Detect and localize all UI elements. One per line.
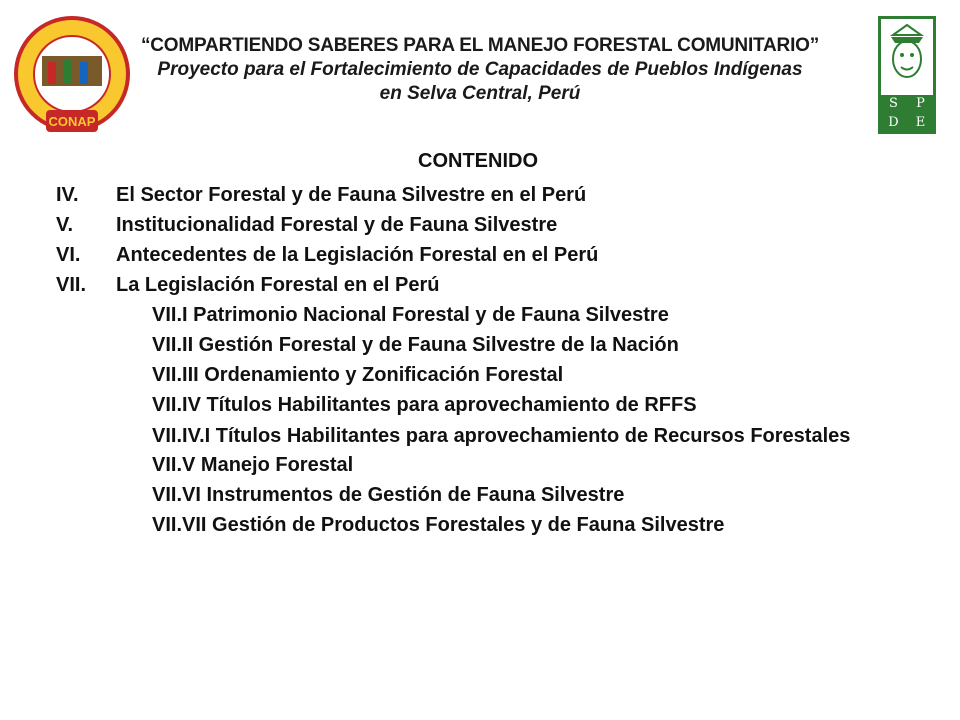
toc-item [56,240,916,270]
table-of-contents [56,180,916,540]
toc-number: V. [56,214,74,236]
spde-letter: D [881,114,906,131]
toc-item [56,270,916,300]
spde-letter: E [908,114,933,131]
toc-text: Antecedentes de la Legislación Forestal en el Perú [116,244,599,266]
toc-number: VII. [56,274,87,296]
project-title: “COMPARTIENDO SABERES PARA EL MANEJO FORESTAL COMUNITARIO” [140,35,820,56]
spde-letter: S [881,95,906,112]
toc-subitem: VII.V Manejo Forestal [152,454,354,476]
toc-subitem: VII.I Patrimonio Nacional Forestal y de Fauna Silvestre [152,304,669,326]
svg-text:CONAP: CONAP [48,114,96,129]
slide-header [130,34,830,106]
toc-number: VI. [56,244,81,266]
toc-subitem: VII.VII Gestión de Productos Forestales y de Fauna Silvestre [152,514,725,536]
spde-logo [878,16,936,134]
project-subtitle-line2: en Selva Central, Perú [379,83,581,104]
toc-subitem: VII.II Gestión Forestal y de Fauna Silvestre de la Nación [152,334,679,356]
project-subtitle-line1: Proyecto para el Fortalecimiento de Capacidades de Pueblos Indígenas [157,59,803,80]
toc-text: Institucionalidad Forestal y de Fauna Silvestre [116,214,558,236]
toc-subitem: VII.IV.I Títulos Habilitantes para aprovechamiento de Recursos Forestales [152,425,851,447]
toc-text: La Legislación Forestal en el Perú [116,274,440,296]
toc-number: IV. [56,184,79,206]
toc-subitem: VII.VI Instrumentos de Gestión de Fauna Silvestre [152,484,625,506]
toc-item [56,210,916,240]
face-icon [883,21,931,89]
toc-item [56,180,916,210]
spde-letters [881,95,933,131]
contents-heading: CONTENIDO [418,150,538,172]
toc-subitem: VII.IV Títulos Habilitantes para aprovechamiento de RFFS [152,394,697,416]
spde-letter: P [908,95,933,112]
toc-subitem: VII.III Ordenamiento y Zonificación Forestal [152,364,564,386]
toc-text: El Sector Forestal y de Fauna Silvestre en el Perú [116,184,587,206]
conap-logo [12,14,132,142]
